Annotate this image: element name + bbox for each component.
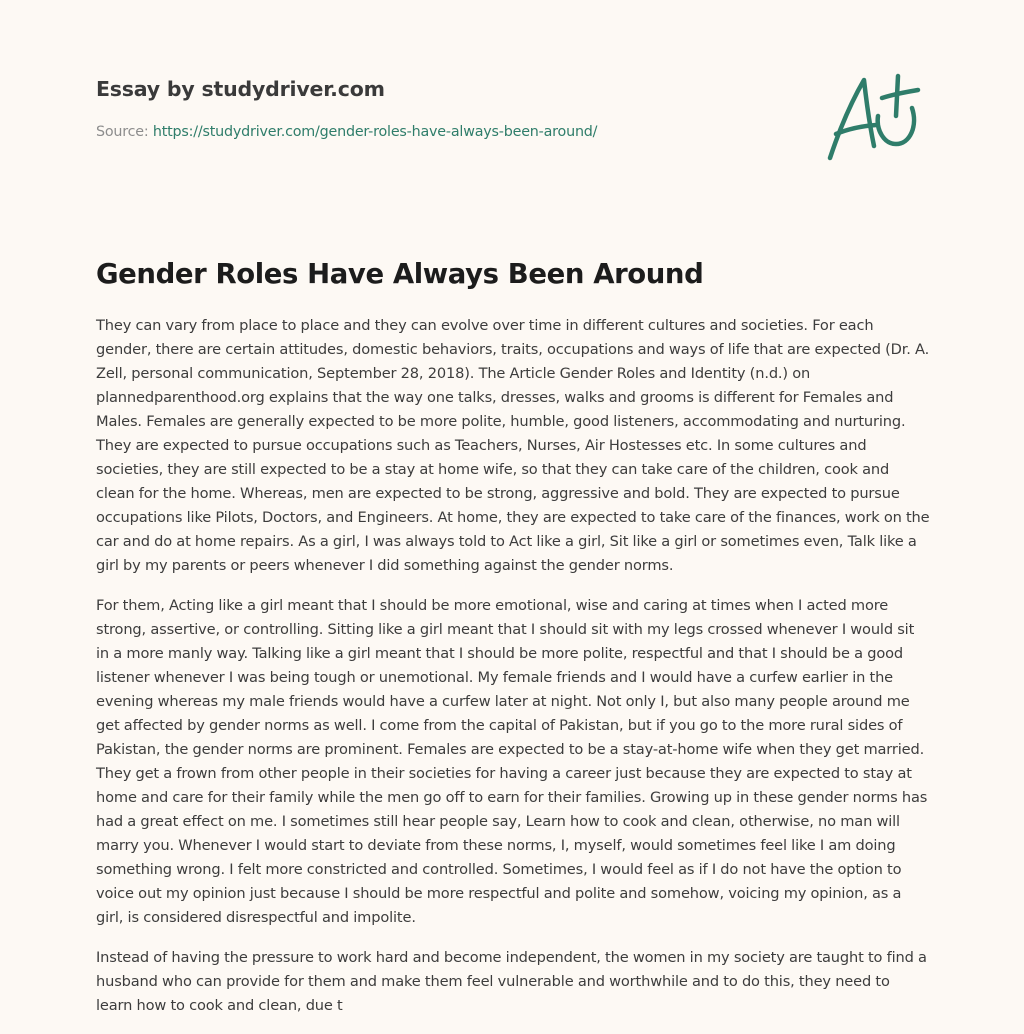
- a-plus-grade-icon: [820, 68, 928, 166]
- essay-paragraph: Instead of having the pressure to work hard and become independent, the women in my society are taught to find a husband who can provide for them and make them feel vulnerable and worthwhile and to do this, they need to learn how to cook and clean, due t: [96, 949, 927, 1014]
- source-link[interactable]: https://studydriver.com/gender-roles-have-always-been-around/: [152, 124, 598, 140]
- essay-paragraph: For them, Acting like a girl meant that I should be more emotional, wise and caring at times when I acted more strong, assertive, or controlling. Sitting like a girl meant that I should sit with my legs crossed whenever I would sit in a more manly way. Talking like a girl meant that I should be more polite, respectful and that I should be a good listener whenever I was being tough or unemotional. My female friends and I would have a curfew earlier in the evening whereas my male friends would have a curfew later at night. Not only I, but also many people around me get affected by gender norms as well. I come from the capital of Pakistan, but if you go to the more rural sides of Pakistan, the gender norms are prominent. Females are expected to be a stay-at-home wife when they get married. They get a frown from other people in their societies for having a career just because they are expected to stay at home and care for their family while the men go off to earn for their families. Growing up in these gender norms has had a great effect on me. I sometimes still hear people say, Learn how to cook and clean, otherwise, no man will marry you. Whenever I would start to deviate from these norms, I, myself, would sometimes feel like I am doing something wrong. I felt more constricted and controlled. Sometimes, I would feel as if I do not have the option to voice out my opinion just because I should be more respectful and polite and somehow, voicing my opinion, as a girl, is considered disrespectful and impolite.: [96, 597, 928, 926]
- essay-title: Gender Roles Have Always Been Around: [96, 258, 704, 290]
- source-label: Source:: [96, 124, 153, 140]
- essay-paragraph: They can vary from place to place and they can evolve over time in different cultures and societies. For each gender, there are certain attitudes, domestic behaviors, traits, occupations and ways of life that are expected (Dr. A. Zell, personal communication, September 28, 2018). The Article Gender Roles and Identity (n.d.) on plannedparenthood.org explains that the way one talks, dresses, walks and grooms is different for Females and Males. Females are generally expected to be more polite, humble, good listeners, accommodating and nurturing. They are expected to pursue occupations such as Teachers, Nurses, Air Hostesses etc. In some cultures and societies, they are still expected to be a stay at home wife, so that they can take care of the children, cook and clean for the home. Whereas, men are expected to be strong, aggressive and bold. They are expected to pursue occupations like Pilots, Doctors, and Engineers. At home, they are expected to take care of the finances, work on the car and do at home repairs. As a girl, I was always told to Act like a girl, Sit like a girl or sometimes even, Talk like a girl by my parents or peers whenever I did something against the gender norms.: [96, 317, 930, 574]
- page-header: [96, 74, 796, 142]
- site-title: Essay by studydriver.com: [96, 77, 385, 101]
- essay-body: [96, 314, 930, 1034]
- source-line: [96, 122, 796, 142]
